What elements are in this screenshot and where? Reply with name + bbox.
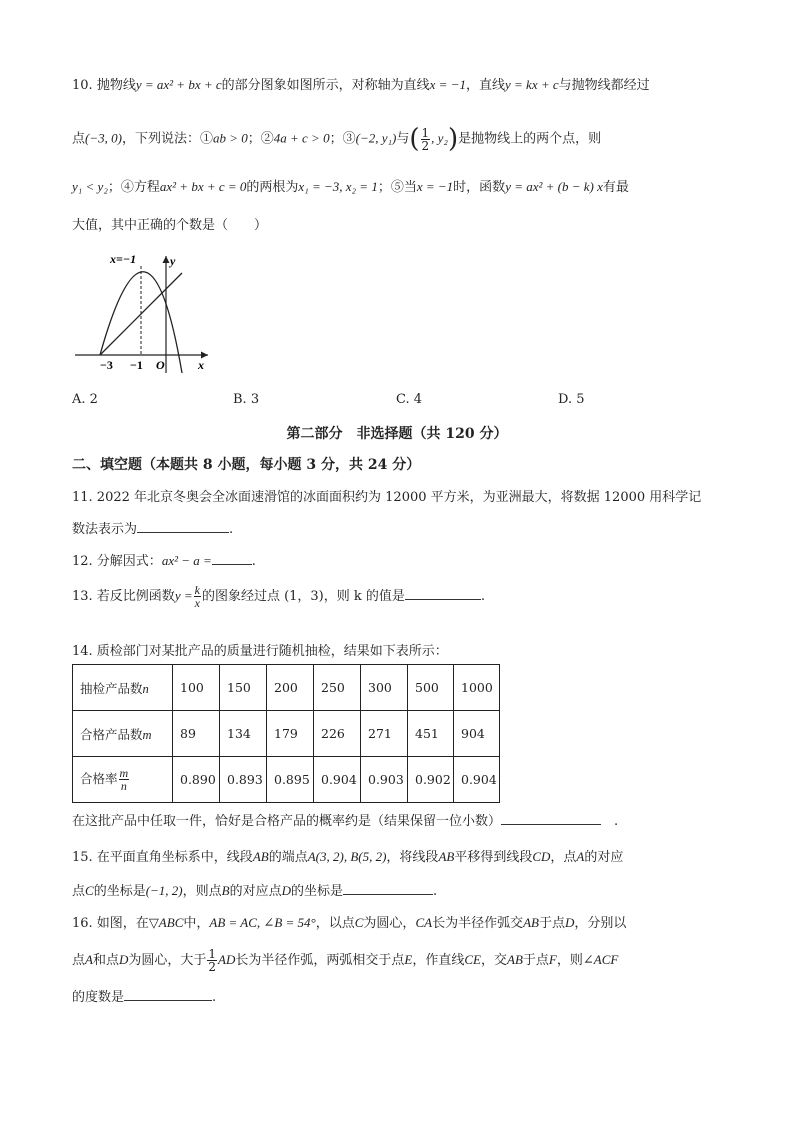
parabola-graph <box>70 248 220 378</box>
table-cell: 0.903 <box>361 757 408 803</box>
q10-line1: 10. 抛物线y = ax² + bx + c的部分图象如图所示，对称轴为直线x = −1，直线y = kx + c与抛物线都经过 <box>72 77 650 93</box>
table-cell: 226 <box>314 711 361 757</box>
label-y: y <box>170 254 176 268</box>
answer-blank-16[interactable] <box>124 988 212 1001</box>
label-axis-eq: x=−1 <box>110 252 137 266</box>
table-cell: 0.902 <box>408 757 454 803</box>
table-row <box>73 757 500 803</box>
table-cell: 100 <box>173 665 220 711</box>
table-header-cell: 合格产品数m <box>73 711 173 757</box>
table-cell: 0.904 <box>454 757 500 803</box>
option-a[interactable]: A. 2 <box>72 392 98 407</box>
q15-line1: 15. 在平面直角坐标系中，线段AB的端点A(3, 2), B(5, 2)，将线段AB平移得到线段CD，点A的对应 <box>72 849 624 865</box>
answer-blank-11[interactable] <box>137 520 229 533</box>
q13-line: 13. 若反比例函数y = $\frac{k}{x}$ 的图象经过点 (1，3)，则 k 的值是 . <box>72 583 486 610</box>
tick-minus1: −1 <box>130 358 143 372</box>
q11-line1: 11. 2022 年北京冬奥会全冰面速滑馆的冰面面积约为 12000 平方米，为亚洲最大，将数据 12000 用科学记 <box>72 490 702 505</box>
q16-line2: 点A和点D为圆心，大于 $\frac{1}{2}$ AD长为半径作弧，两弧相交于点E，作直线CE，交AB于点F，则∠ACF <box>72 947 619 974</box>
fraction-half: $\frac{1}{2}$ <box>421 125 430 153</box>
part2-title: 第二部分 非选择题（共 120 分） <box>286 426 508 442</box>
table-cell: 0.895 <box>267 757 314 803</box>
table-cell: 451 <box>408 711 454 757</box>
q10-line2: 点(−3, 0)，下列说法：①ab > 0；②4a + c > 0；③(−2, y₁)与( $\frac{1}{2}$ , y₂)是抛物线上的两个点，则 <box>72 124 602 154</box>
label-origin: O <box>156 358 165 372</box>
table-cell: 300 <box>361 665 408 711</box>
label-x: x <box>198 358 204 372</box>
table-cell: 904 <box>454 711 500 757</box>
table-cell: 271 <box>361 711 408 757</box>
fraction-half: $\frac{1}{2}$ <box>208 947 217 974</box>
q14-text: 14. 质检部门对某批产品的质量进行随机抽检，结果如下表所示： <box>72 644 448 659</box>
fraction-m-over-n: $\frac{m}{n}$ <box>119 766 129 793</box>
q12-line: 12. 分解因式：ax² − a = . <box>72 553 256 569</box>
q10-line3: y₁ < y₂；④方程ax² + bx + c = 0的两根为x₁ = −3, x₂ = 1；⑤当x = −1时，函数y = ax² + (b − k) x有最 <box>72 179 629 195</box>
inspection-table <box>72 664 500 803</box>
table-header-cell: 合格率 $\frac{m}{n}$ <box>73 757 173 803</box>
table-cell: 200 <box>267 665 314 711</box>
table-cell: 0.904 <box>314 757 361 803</box>
answer-blank-15[interactable] <box>343 882 433 895</box>
table-cell: 134 <box>220 711 267 757</box>
q10-line4: 大值，其中正确的个数是（ ） <box>72 218 268 233</box>
q14-after: 在这批产品中任取一件，恰好是合格产品的概率约是（结果保留一位小数） . <box>72 814 619 829</box>
q16-line1: 16. 如图，在▽ABC中，AB = AC, ∠B = 54°，以点C为圆心，CA长为半径作弧交AB于点D，分别以 <box>72 915 627 931</box>
table-cell: 0.890 <box>173 757 220 803</box>
q11-line2: 数法表示为 . <box>72 522 234 537</box>
table-cell: 89 <box>173 711 220 757</box>
fraction-k-over-x: $\frac{k}{x}$ <box>194 583 200 610</box>
table-cell: 0.893 <box>220 757 267 803</box>
table-cell: 250 <box>314 665 361 711</box>
table-cell: 1000 <box>454 665 500 711</box>
section2-title: 二、填空题（本题共 8 小题，每小题 3 分，共 24 分） <box>72 457 421 473</box>
table-row <box>73 711 500 757</box>
option-b[interactable]: B. 3 <box>233 392 260 407</box>
table-row <box>73 665 500 711</box>
answer-blank-12[interactable] <box>212 552 252 565</box>
table-cell: 500 <box>408 665 454 711</box>
tick-minus3: −3 <box>100 358 113 372</box>
table-cell: 150 <box>220 665 267 711</box>
table-cell: 179 <box>267 711 314 757</box>
option-c[interactable]: C. 4 <box>396 392 423 407</box>
option-d[interactable]: D. 5 <box>558 392 585 407</box>
q15-line2: 点C的坐标是(−1, 2)，则点B的对应点D的坐标是 . <box>72 883 438 899</box>
table-header-cell: 抽检产品数n <box>73 665 173 711</box>
answer-blank-14[interactable] <box>501 812 601 825</box>
q16-line3: 的度数是 . <box>72 990 217 1005</box>
answer-blank-13[interactable] <box>405 587 481 600</box>
